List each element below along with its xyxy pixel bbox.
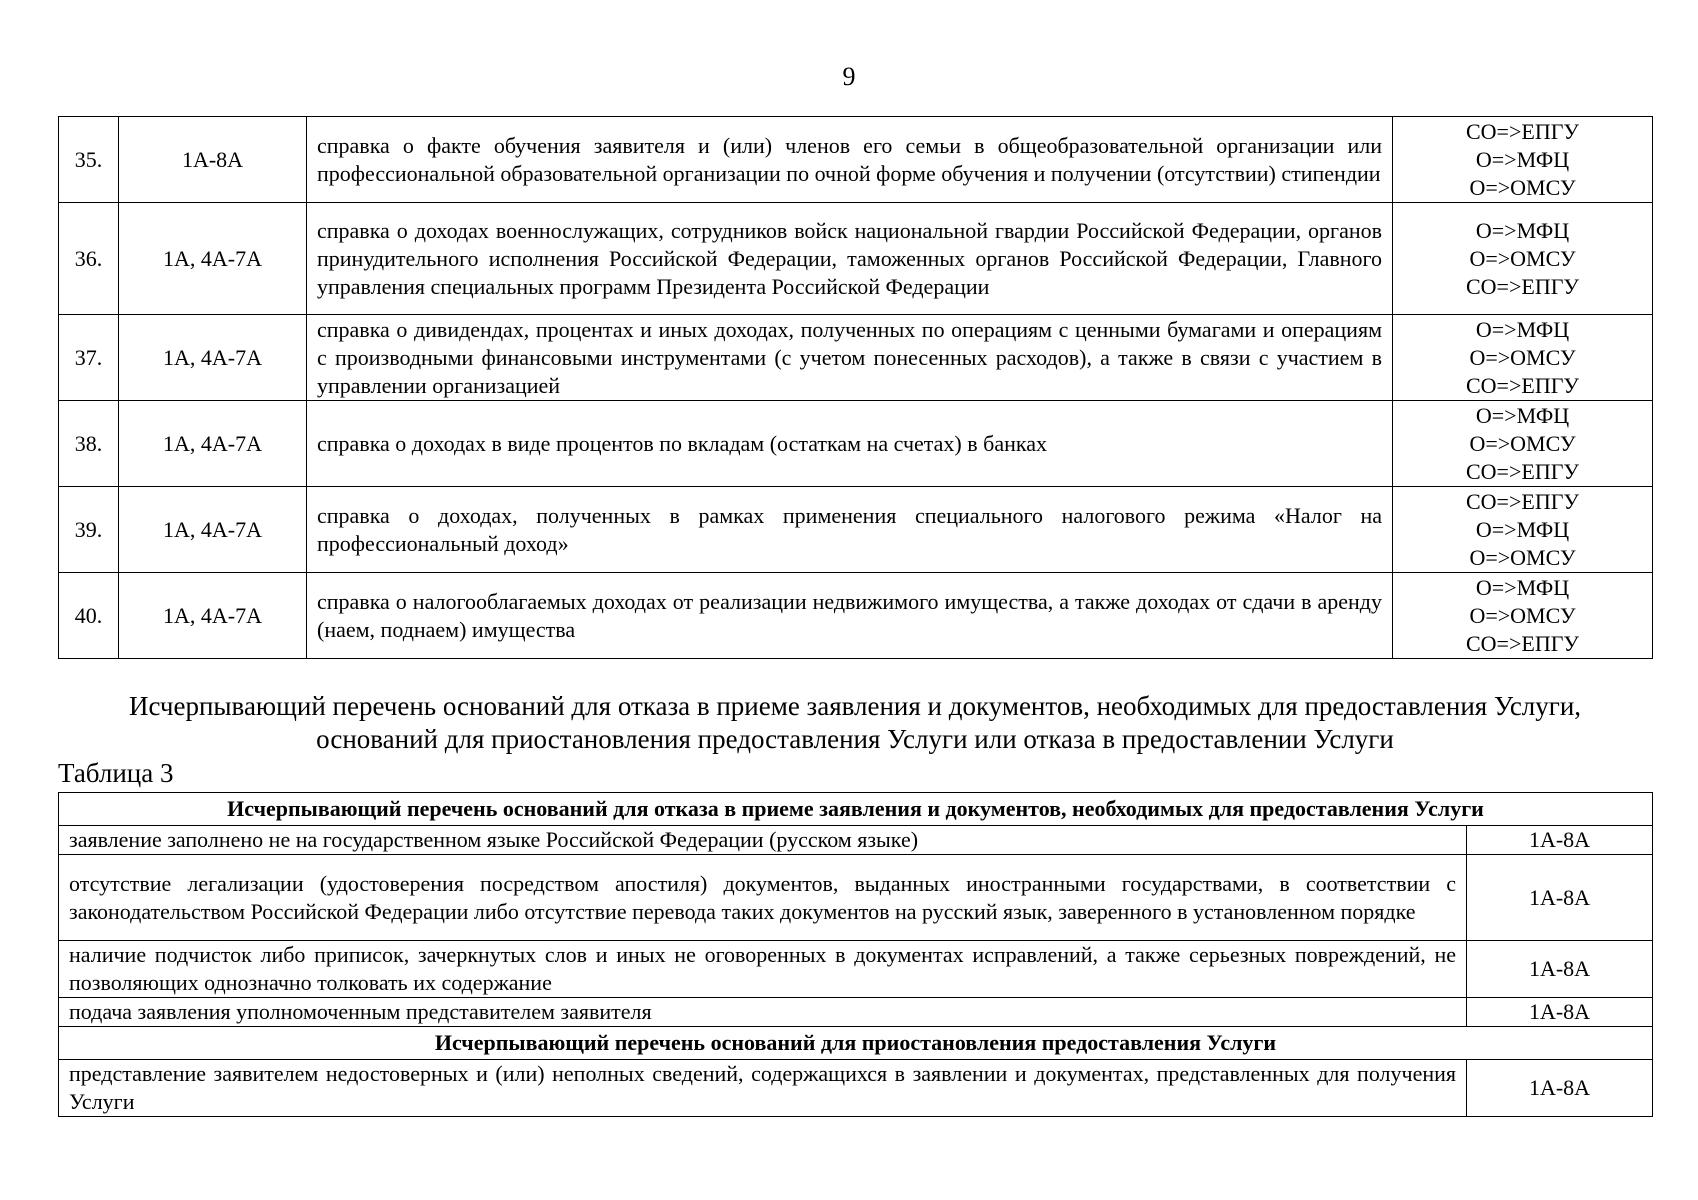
channel: СО=>ЕПГУ <box>1466 273 1579 299</box>
channel: О=>МФЦ <box>1475 316 1570 342</box>
channel: СО=>ЕПГУ <box>1466 372 1579 398</box>
table-row <box>59 487 1653 573</box>
channel: О=>ОМСУ <box>1469 430 1576 456</box>
row-number: 36. <box>59 203 119 315</box>
applicant-codes: 1А, 4А-7А <box>119 203 307 315</box>
channel: О=>ОМСУ <box>1469 245 1576 271</box>
table-row <box>59 1060 1653 1117</box>
channel: О=>МФЦ <box>1475 146 1570 172</box>
ground-text: заявление заполнено не на государственном языке Российской Федерации (русском языке) <box>59 826 1467 855</box>
channel: О=>МФЦ <box>1475 516 1570 542</box>
document-description: справка о доходах в виде процентов по вкладам (остаткам на счетах) в банках <box>307 401 1393 487</box>
submission-channels <box>1393 573 1653 659</box>
ground-code: 1А-8А <box>1467 941 1653 998</box>
table-row <box>59 941 1653 998</box>
document-description: справка о налогооблагаемых доходах от реализации недвижимого имущества, а также доходах от сдачи в аренду (наем, поднаем) имущества <box>307 573 1393 659</box>
table-row <box>59 203 1653 315</box>
section-title-suspension: Исчерпывающий перечень оснований для приостановления предоставления Услуги <box>59 1027 1653 1060</box>
section-heading-line-2: оснований для приостановления предоставления Услуги или отказа в предоставлении Услуги <box>316 724 1394 754</box>
applicant-codes: 1А, 4А-7А <box>119 315 307 401</box>
row-number: 35. <box>59 117 119 203</box>
applicant-codes: 1А, 4А-7А <box>119 487 307 573</box>
page-number: 9 <box>842 62 856 91</box>
channel: О=>МФЦ <box>1475 574 1570 600</box>
applicant-codes: 1А, 4А-7А <box>119 573 307 659</box>
ground-text: отсутствие легализации (удостоверения посредством апостиля) документов, выданных иностранными государствами, в соответствии с законодательством Российской Федерации либо отсутствие перевода таких документов на русский язык, заверенного в установленном порядке <box>59 855 1467 941</box>
ground-text: наличие подчисток либо приписок, зачеркнутых слов и иных не оговоренных в документах исправлений, а также серьезных повреждений, не позволяющих однозначно толковать их содержание <box>59 941 1467 998</box>
table-label: Таблица 3 <box>58 758 174 788</box>
channel: СО=>ЕПГУ <box>1466 458 1579 484</box>
submission-channels <box>1393 315 1653 401</box>
table-row <box>59 855 1653 941</box>
channel: О=>ОМСУ <box>1469 344 1576 370</box>
document-description: справка о доходах военнослужащих, сотрудников войск национальной гвардии Российской Федерации, органов принудительного исполнения Российской Федерации, таможенных органов Российской Федерации, Главного управления специальных программ Президента Российской Федерации <box>307 203 1393 315</box>
section-header-row <box>59 1027 1653 1060</box>
channel: СО=>ЕПГУ <box>1466 118 1579 144</box>
documents-table <box>58 116 1653 659</box>
submission-channels <box>1393 203 1653 315</box>
table-row <box>59 826 1653 855</box>
ground-code: 1А-8А <box>1467 855 1653 941</box>
table-row <box>59 401 1653 487</box>
section-header-row <box>59 793 1653 826</box>
row-number: 38. <box>59 401 119 487</box>
row-number: 40. <box>59 573 119 659</box>
applicant-codes: 1А, 4А-7А <box>119 401 307 487</box>
document-description: справка о дивидендах, процентах и иных доходах, полученных по операциям с ценными бумагами и операциям с производными финансовыми инструментами (с учетом понесенных расходов), а также в связи с участием в управлении организацией <box>307 315 1393 401</box>
submission-channels <box>1393 117 1653 203</box>
applicant-codes: 1А-8А <box>119 117 307 203</box>
channel: СО=>ЕПГУ <box>1466 488 1579 514</box>
section-title-refusal: Исчерпывающий перечень оснований для отказа в приеме заявления и документов, необходимых для предоставления Услуги <box>59 793 1653 826</box>
row-number: 39. <box>59 487 119 573</box>
row-number: 37. <box>59 315 119 401</box>
ground-code: 1А-8А <box>1467 998 1653 1027</box>
ground-code: 1А-8А <box>1467 1060 1653 1117</box>
document-description: справка о факте обучения заявителя и (или) членов его семьи в общеобразовательной организации или профессиональной образовательной организации по очной форме обучения и получении (отсутствии) стипендии <box>307 117 1393 203</box>
refusal-grounds-table <box>58 792 1653 1117</box>
submission-channels <box>1393 401 1653 487</box>
channel: О=>ОМСУ <box>1469 602 1576 628</box>
channel: О=>ОМСУ <box>1469 174 1576 200</box>
ground-code: 1А-8А <box>1467 826 1653 855</box>
channel: СО=>ЕПГУ <box>1466 630 1579 656</box>
channel: О=>МФЦ <box>1475 217 1570 243</box>
table-row <box>59 998 1653 1027</box>
channel: О=>МФЦ <box>1475 402 1570 428</box>
table-row <box>59 117 1653 203</box>
ground-text: представление заявителем недостоверных и (или) неполных сведений, содержащихся в заявлении и документах, представленных для получения Услуги <box>59 1060 1467 1117</box>
section-heading-line-1: Исчерпывающий перечень оснований для отказа в приеме заявления и документов, необходимых для предоставления Услуги, <box>128 691 1582 721</box>
table-row <box>59 315 1653 401</box>
ground-text: подача заявления уполномоченным представителем заявителя <box>59 998 1467 1027</box>
document-description: справка о доходах, полученных в рамках применения специального налогового режима «Налог на профессиональный доход» <box>307 487 1393 573</box>
channel: О=>ОМСУ <box>1469 544 1576 570</box>
table-row <box>59 573 1653 659</box>
submission-channels <box>1393 487 1653 573</box>
